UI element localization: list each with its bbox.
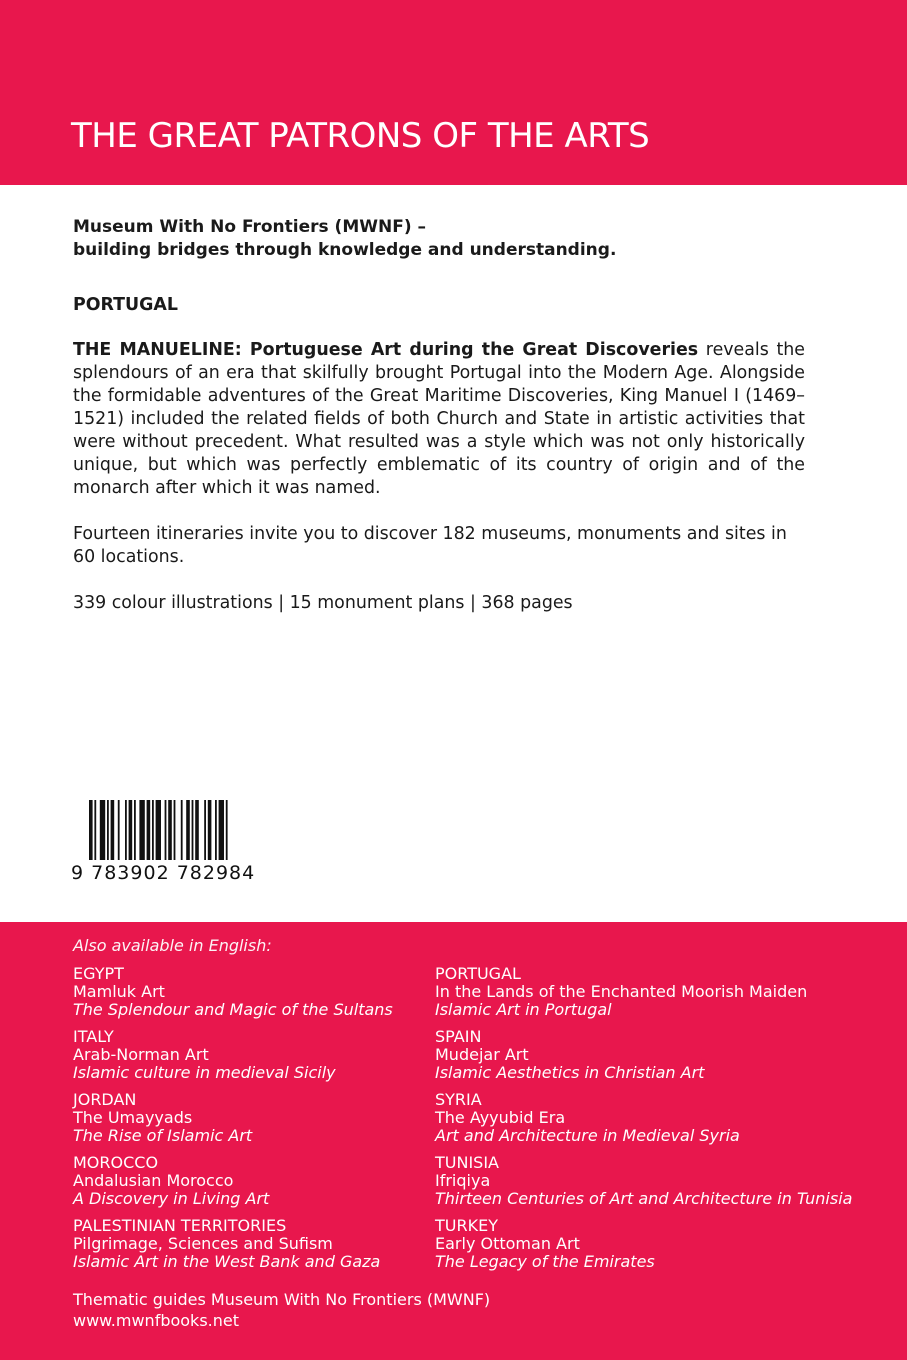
isbn-barcode xyxy=(71,800,281,886)
barcode-bar xyxy=(89,800,93,860)
barcode-bar xyxy=(195,800,199,860)
entry-title: The Umayyads xyxy=(73,1108,193,1127)
barcode-bar xyxy=(204,800,206,860)
entry-country: ITALY xyxy=(73,1027,114,1046)
entry-title: Ifriqiya xyxy=(435,1171,491,1190)
tagline-line-1: Museum With No Frontiers (MWNF) – xyxy=(73,217,427,237)
intro-section xyxy=(73,216,805,615)
barcode-icon xyxy=(89,800,279,862)
barcode-bar xyxy=(100,800,105,860)
barcode-bar xyxy=(147,800,151,860)
list-item xyxy=(73,1091,393,1154)
footer-series-line: Thematic guides Museum With No Frontiers (MWNF) xyxy=(73,1290,491,1309)
barcode-bar xyxy=(192,800,194,860)
barcode-bar xyxy=(226,800,228,860)
series-title: THE GREAT PATRONS OF THE ARTS xyxy=(71,116,650,156)
barcode-bar xyxy=(152,800,154,860)
book-title: THE MANUELINE: Portuguese Art during the Great Discoveries xyxy=(73,340,699,360)
entry-subtitle: Islamic Art in the West Bank and Gaza xyxy=(73,1252,381,1271)
isbn-number: 9 783902 782984 xyxy=(71,862,256,884)
entry-title: Early Ottoman Art xyxy=(435,1234,580,1253)
entry-country: SPAIN xyxy=(435,1027,482,1046)
barcode-bar xyxy=(118,800,120,860)
barcode-bar xyxy=(208,800,212,860)
entry-title: Mamluk Art xyxy=(73,982,165,1001)
entry-subtitle: The Splendour and Magic of the Sultans xyxy=(73,1000,393,1019)
entry-subtitle: The Legacy of the Emirates xyxy=(435,1252,655,1271)
titles-column-right xyxy=(435,965,852,1280)
list-item xyxy=(435,1028,852,1091)
list-item xyxy=(435,1091,852,1154)
titles-column-left xyxy=(73,965,393,1280)
entry-country: SYRIA xyxy=(435,1090,482,1109)
barcode-bar xyxy=(125,800,127,860)
barcode-bar xyxy=(156,800,161,860)
entry-subtitle: Islamic Art in Portugal xyxy=(435,1000,612,1019)
barcode-bar xyxy=(186,800,190,860)
barcode-bar xyxy=(139,800,144,860)
barcode-bar xyxy=(181,800,183,860)
barcode-bar xyxy=(129,800,133,860)
list-item xyxy=(73,1154,393,1217)
entry-country: TUNISIA xyxy=(435,1153,499,1172)
list-item xyxy=(435,1154,852,1217)
country-heading: PORTUGAL xyxy=(73,295,178,315)
description-text: reveals the splendours of an era that skilfully brought Portugal into the Modern Age. Alongside the formidable adventures of the Great Maritime Discoveries, King Manuel I (1469–1521) included the related fields of both Church and State in artistic activities that were without precedent. What resulted was a style which was not only historically unique, but which was perfectly emblematic of its country of origin and of the monarch after which it was named. xyxy=(73,340,806,498)
entry-country: EGYPT xyxy=(73,964,124,983)
entry-subtitle: A Discovery in Living Art xyxy=(73,1189,270,1208)
entry-title: Arab-Norman Art xyxy=(73,1045,209,1064)
list-item xyxy=(73,965,393,1028)
list-item xyxy=(435,965,852,1028)
entry-title: The Ayyubid Era xyxy=(435,1108,566,1127)
entry-title: In the Lands of the Enchanted Moorish Maiden xyxy=(435,982,808,1001)
tagline xyxy=(73,216,805,262)
entry-country: PORTUGAL xyxy=(435,964,521,983)
book-description xyxy=(73,339,805,500)
barcode-bar xyxy=(165,800,167,860)
entry-title: Mudejar Art xyxy=(435,1045,529,1064)
barcode-bar xyxy=(111,800,115,860)
itineraries-text: Fourteen itineraries invite you to discover 182 museums, monuments and sites in 60 locations. xyxy=(73,524,787,567)
header-band xyxy=(0,0,907,185)
footer-website-link[interactable]: www.mwnfbooks.net xyxy=(73,1311,239,1330)
entry-subtitle: Art and Architecture in Medieval Syria xyxy=(435,1126,740,1145)
also-available-band xyxy=(0,922,907,1360)
entry-subtitle: Thirteen Centuries of Art and Architecture in Tunisia xyxy=(435,1189,853,1208)
entry-country: TURKEY xyxy=(435,1216,498,1235)
barcode-bar xyxy=(174,800,176,860)
entry-country: JORDAN xyxy=(73,1090,137,1109)
entry-subtitle: The Rise of Islamic Art xyxy=(73,1126,253,1145)
barcode-bar xyxy=(107,800,109,860)
barcode-bar xyxy=(168,800,172,860)
also-available-heading: Also available in English: xyxy=(73,936,272,955)
barcode-bar xyxy=(215,800,217,860)
list-item xyxy=(73,1217,393,1280)
barcode-bar xyxy=(134,800,136,860)
barcode-bar xyxy=(94,800,96,860)
book-stats: 339 colour illustrations | 15 monument plans | 368 pages xyxy=(73,593,573,613)
entry-title: Andalusian Morocco xyxy=(73,1171,234,1190)
entry-subtitle: Islamic culture in medieval Sicily xyxy=(73,1063,336,1082)
entry-subtitle: Islamic Aesthetics in Christian Art xyxy=(435,1063,705,1082)
list-item xyxy=(73,1028,393,1091)
barcode-bar xyxy=(219,800,224,860)
entry-title: Pilgrimage, Sciences and Sufism xyxy=(73,1234,333,1253)
footer xyxy=(73,1289,490,1331)
tagline-line-2: building bridges through knowledge and understanding. xyxy=(73,240,617,260)
entry-country: PALESTINIAN TERRITORIES xyxy=(73,1216,287,1235)
entry-country: MOROCCO xyxy=(73,1153,159,1172)
list-item xyxy=(435,1217,852,1280)
